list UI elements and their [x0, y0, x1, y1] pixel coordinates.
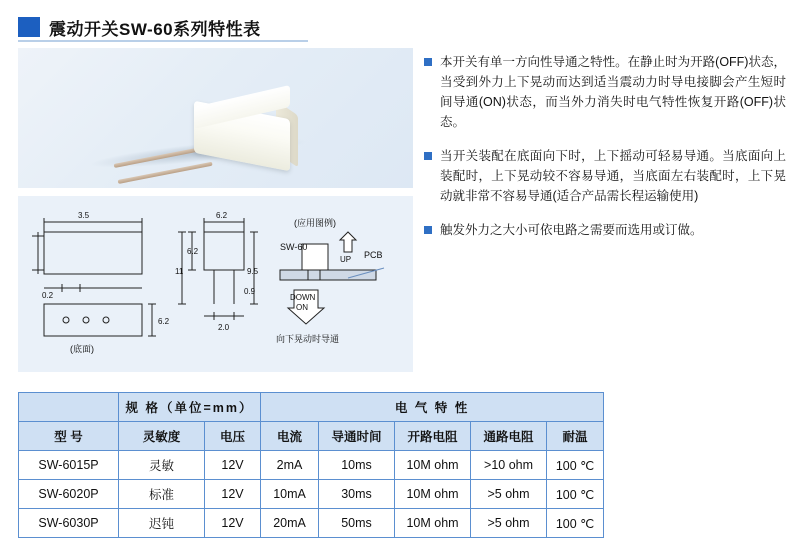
table-cell: 10ms [319, 451, 395, 480]
dim-top-left: 3.5 [78, 211, 90, 220]
table-header-cell: 电流 [261, 422, 319, 451]
table-header-cell: 通路电阻 [471, 422, 547, 451]
page-title-row [18, 12, 318, 42]
table-row [19, 480, 604, 509]
table-cell: >10 ohm [471, 451, 547, 480]
table-cell: 100 ℃ [547, 480, 604, 509]
feature-text: 触发外力之大小可依电路之需要而选用或订做。 [440, 223, 703, 237]
table-cell: >5 ohm [471, 509, 547, 538]
table-group-spec: 规 格（单位=mm） [119, 393, 261, 422]
table-header-cell: 耐温 [547, 422, 604, 451]
application-on-label: ON [296, 303, 308, 312]
table-cell: 标准 [119, 480, 205, 509]
feature-text: 当开关装配在底面向下时，上下摇动可轻易导通。当底面向上装配时，上下晃动较不容易导通，当底面左右装配时，上下晃动就非常不容易导通(适合产品需长程运输使用) [440, 149, 786, 203]
table-cell: 12V [205, 451, 261, 480]
table-cell: 迟钝 [119, 509, 205, 538]
table-cell: 20mA [261, 509, 319, 538]
dim-right-width: 6.2 [216, 211, 228, 220]
table-header-cell: 型 号 [19, 422, 119, 451]
bullet-square-icon [424, 226, 432, 234]
table-cell: 2mA [261, 451, 319, 480]
feature-item [424, 146, 786, 206]
feature-list [424, 52, 786, 254]
feature-item [424, 220, 786, 240]
application-down-label: DOWN [290, 293, 316, 302]
application-pcb-label: PCB [364, 250, 383, 260]
bullet-square-icon [424, 152, 432, 160]
table-header-cell: 导通时间 [319, 422, 395, 451]
table-group-elec: 电 气 特 性 [261, 393, 604, 422]
table-cell: SW-6015P [19, 451, 119, 480]
feature-item [424, 52, 786, 132]
table-cell: SW-6020P [19, 480, 119, 509]
table-row [19, 451, 604, 480]
table-cell: SW-6030P [19, 509, 119, 538]
table-header-row [19, 422, 604, 451]
application-up-label: UP [340, 255, 352, 264]
table-header-cell: 灵敏度 [119, 422, 205, 451]
table-cell: 灵敏 [119, 451, 205, 480]
dim-bottom-height: 6.2 [158, 317, 170, 326]
table-cell: 12V [205, 509, 261, 538]
drawing-svg [18, 196, 413, 372]
dim-2-0: 2.0 [218, 323, 230, 332]
spec-table [18, 392, 604, 538]
dimension-drawing [18, 196, 413, 372]
table-cell: 10M ohm [395, 480, 471, 509]
dim-bottom-label: (底面) [70, 344, 94, 354]
table-cell: 100 ℃ [547, 509, 604, 538]
dim-6-2: 6.2 [187, 247, 199, 256]
dim-left-small: 0.2 [42, 291, 54, 300]
feature-text: 本开关有单一方向性导通之特性。在静止时为开路(OFF)状态，当受到外力上下晃动而达到适当震动力时导电接脚会产生短时间导通(ON)状态，而当外力消失时电气特性恢复开路(OFF)状态。 [440, 55, 786, 129]
table-cell: 10M ohm [395, 451, 471, 480]
application-part-label: SW-60 [280, 242, 308, 252]
table-cell: >5 ohm [471, 480, 547, 509]
dim-11: 11 [175, 267, 184, 276]
application-title: (应用图例) [294, 218, 336, 228]
product-photo [18, 48, 413, 188]
table-cell: 10mA [261, 480, 319, 509]
table-cell: 10M ohm [395, 509, 471, 538]
table-group-header-row [19, 393, 604, 422]
table-cell: 100 ℃ [547, 451, 604, 480]
dim-0-9: 0.9 [244, 287, 256, 296]
table-row [19, 509, 604, 538]
page-title: 震动开关SW-60系列特性表 [49, 19, 261, 39]
table-cell: 12V [205, 480, 261, 509]
title-underline [18, 40, 308, 42]
title-square-icon [18, 17, 40, 37]
table-cell: 30ms [319, 480, 395, 509]
application-caption: 向下晃动时导通 [276, 334, 340, 344]
table-header-cell: 开路电阻 [395, 422, 471, 451]
dim-9-5: 9.5 [247, 267, 259, 276]
table-header-cell: 电压 [205, 422, 261, 451]
table-cell: 50ms [319, 509, 395, 538]
spec-table-wrapper [18, 392, 603, 538]
bullet-square-icon [424, 58, 432, 66]
table-corner-cell [19, 393, 119, 422]
